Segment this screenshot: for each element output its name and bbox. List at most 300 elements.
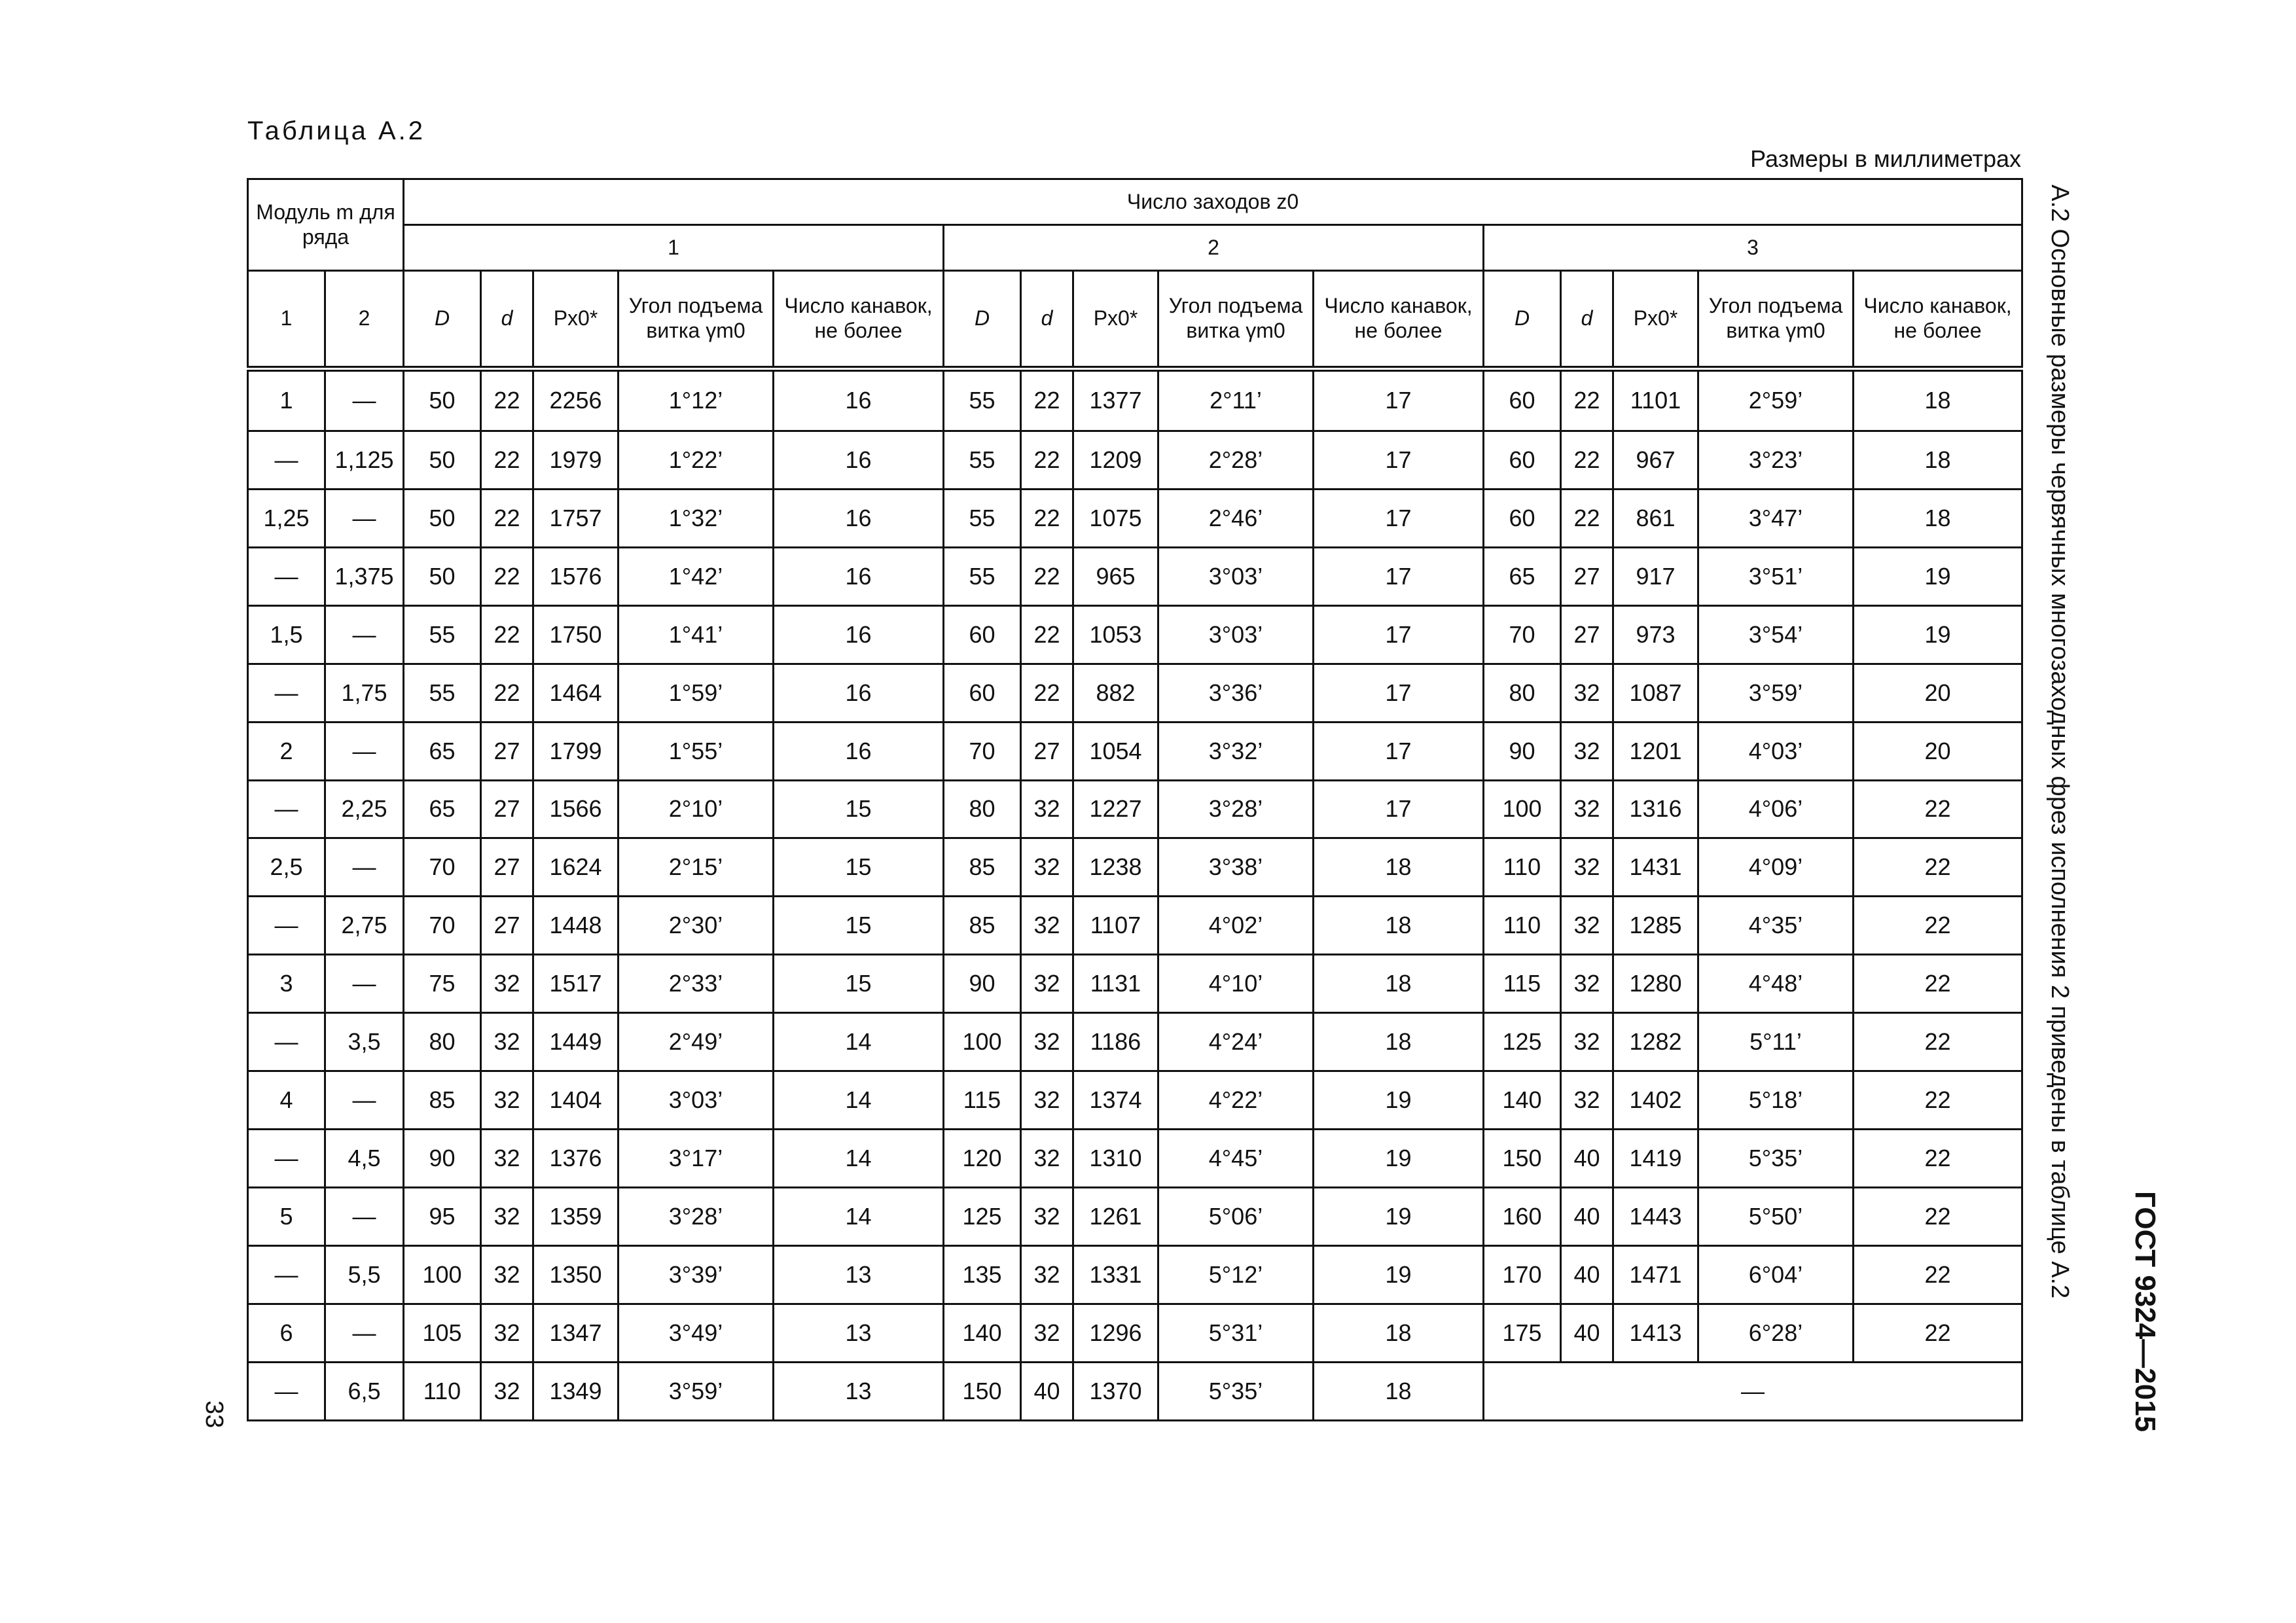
table-header (248, 179, 2022, 369)
table-cell: 27 (1561, 605, 1613, 664)
table-cell: 861 (1613, 489, 1698, 547)
table-cell: — (325, 1304, 404, 1362)
table-cell: 110 (404, 1362, 481, 1420)
table-cell: 16 (774, 722, 944, 780)
table-cell: 32 (1561, 897, 1613, 955)
table-cell: 32 (1021, 838, 1073, 897)
table-cell: 3°59’ (619, 1362, 774, 1420)
table-cell: 17 (1314, 489, 1484, 547)
table-cell: 1310 (1073, 1130, 1158, 1188)
col-bore-diameter: d (1021, 271, 1073, 369)
table-cell: 967 (1613, 431, 1698, 489)
table-cell: 1350 (533, 1246, 619, 1304)
table-cell: 3°28’ (619, 1188, 774, 1246)
starts-group-1: 1 (404, 225, 944, 271)
table-cell: 175 (1484, 1304, 1561, 1362)
table-cell: 5°35’ (1698, 1130, 1854, 1188)
table-cell: 15 (774, 955, 944, 1013)
table-cell: 40 (1561, 1304, 1613, 1362)
starts-group-3: 3 (1484, 225, 2022, 271)
table-cell: 32 (1021, 1013, 1073, 1071)
table-cell: 2256 (533, 369, 619, 431)
table-cell: 160 (1484, 1188, 1561, 1246)
table-cell: 18 (1314, 1304, 1484, 1362)
table-cell: 32 (1021, 1188, 1073, 1246)
row-col-2: 2 (325, 271, 404, 369)
table-cell: 4°09’ (1698, 838, 1854, 897)
table-cell: 22 (1854, 838, 2022, 897)
table-cell: 18 (1854, 369, 2022, 431)
table-cell: 18 (1314, 955, 1484, 1013)
table-cell: 2°30’ (619, 897, 774, 955)
table-cell: 965 (1073, 547, 1158, 605)
col-bore-diameter: d (481, 271, 533, 369)
table-cell: 4 (248, 1071, 325, 1130)
table-cell: 22 (1561, 431, 1613, 489)
table-cell: 4°24’ (1158, 1013, 1314, 1071)
table-cell: 32 (1561, 955, 1613, 1013)
table-cell: 4°45’ (1158, 1130, 1314, 1188)
table-row (248, 489, 2022, 547)
table-cell: 2°59’ (1698, 369, 1854, 431)
table-cell: 18 (1854, 489, 2022, 547)
table-title: Таблица А.2 (247, 116, 425, 145)
col-pitch: Px0* (533, 271, 619, 369)
table-cell: 32 (1021, 897, 1073, 955)
table-cell: 882 (1073, 664, 1158, 722)
table-cell: 1576 (533, 547, 619, 605)
table-cell: 32 (481, 1362, 533, 1420)
table-cell: 50 (404, 489, 481, 547)
table-cell: 1443 (1613, 1188, 1698, 1246)
table-cell: 27 (481, 780, 533, 838)
table-row (248, 547, 2022, 605)
table-cell: 1186 (1073, 1013, 1158, 1071)
table-cell: 1404 (533, 1071, 619, 1130)
table-cell: 2°28’ (1158, 431, 1314, 489)
table-cell: 2 (248, 722, 325, 780)
table-cell: 32 (1561, 780, 1613, 838)
table-cell: 32 (1021, 780, 1073, 838)
table-cell: 150 (1484, 1130, 1561, 1188)
table-cell: 32 (481, 1130, 533, 1188)
table-row (248, 1304, 2022, 1362)
table-cell: 917 (1613, 547, 1698, 605)
table-cell: 1 (248, 369, 325, 431)
table-cell: 1101 (1613, 369, 1698, 431)
table-cell: 17 (1314, 664, 1484, 722)
table-cell: 115 (1484, 955, 1561, 1013)
table-cell: 1464 (533, 664, 619, 722)
table-cell: 1282 (1613, 1013, 1698, 1071)
table-cell: 5°11’ (1698, 1013, 1854, 1071)
dimensions-table (247, 178, 2023, 1421)
table-cell: 80 (1484, 664, 1561, 722)
table-cell: 27 (481, 897, 533, 955)
table-cell: 70 (1484, 605, 1561, 664)
table-cell: 1°42’ (619, 547, 774, 605)
side-caption: А.2 Основные размеры червячных многозаходных фрез исполнения 2 приведены в таблице А.2 (2046, 185, 2073, 1299)
table-cell: 22 (1021, 605, 1073, 664)
table-cell: 22 (481, 431, 533, 489)
table-cell: 22 (481, 369, 533, 431)
table-cell: 85 (944, 838, 1021, 897)
table-cell: 1227 (1073, 780, 1158, 838)
table-cell: — (325, 605, 404, 664)
table-cell: 32 (1561, 664, 1613, 722)
page-number: 33 (200, 1400, 228, 1429)
table-cell: 4°22’ (1158, 1071, 1314, 1130)
table-cell: 15 (774, 780, 944, 838)
col-outer-diameter: D (944, 271, 1021, 369)
table-cell: 40 (1561, 1188, 1613, 1246)
table-cell: 140 (944, 1304, 1021, 1362)
table-cell: 115 (944, 1071, 1021, 1130)
table-cell: 5,5 (325, 1246, 404, 1304)
table-cell: 90 (1484, 722, 1561, 780)
col-pitch: Px0* (1073, 271, 1158, 369)
table-cell: 1261 (1073, 1188, 1158, 1246)
table-cell: 1,25 (248, 489, 325, 547)
table-cell: 1,75 (325, 664, 404, 722)
table-cell: 80 (944, 780, 1021, 838)
table-cell: 1054 (1073, 722, 1158, 780)
table-cell: 16 (774, 605, 944, 664)
table-cell: 32 (1021, 1071, 1073, 1130)
table-cell: 55 (404, 605, 481, 664)
table-cell: — (248, 431, 325, 489)
table-cell: — (248, 897, 325, 955)
table-cell: — (248, 1246, 325, 1304)
table-cell: 19 (1854, 547, 2022, 605)
table-cell: 22 (1561, 369, 1613, 431)
table-cell: 1566 (533, 780, 619, 838)
table-cell: 1347 (533, 1304, 619, 1362)
table-cell: 4°03’ (1698, 722, 1854, 780)
table-cell: 1316 (1613, 780, 1698, 838)
table-row (248, 722, 2022, 780)
table-cell: — (325, 838, 404, 897)
table-cell: 120 (944, 1130, 1021, 1188)
table-cell: 2°46’ (1158, 489, 1314, 547)
table-cell: 40 (1561, 1246, 1613, 1304)
table-cell: 100 (1484, 780, 1561, 838)
table-cell: 3°51’ (1698, 547, 1854, 605)
table-cell: 27 (1021, 722, 1073, 780)
col-outer-diameter: D (1484, 271, 1561, 369)
table-cell: 5°31’ (1158, 1304, 1314, 1362)
table-cell: 1419 (1613, 1130, 1698, 1188)
table-cell: 1757 (533, 489, 619, 547)
table-cell: 32 (481, 1188, 533, 1246)
table-row (248, 431, 2022, 489)
table-cell: 3°17’ (619, 1130, 774, 1188)
table-cell: 3°03’ (1158, 547, 1314, 605)
table-cell: 2°11’ (1158, 369, 1314, 431)
table-cell: 50 (404, 369, 481, 431)
table-cell: 1374 (1073, 1071, 1158, 1130)
table-cell: 27 (481, 722, 533, 780)
table-row (248, 780, 2022, 838)
table-cell: 4°06’ (1698, 780, 1854, 838)
table-cell: 1402 (1613, 1071, 1698, 1130)
table-cell: 1°59’ (619, 664, 774, 722)
table-cell: 135 (944, 1246, 1021, 1304)
table-cell: 5°12’ (1158, 1246, 1314, 1304)
table-cell: 55 (944, 489, 1021, 547)
table-cell: 22 (1854, 1304, 2022, 1362)
table-cell: 70 (944, 722, 1021, 780)
col-pitch: Px0* (1613, 271, 1698, 369)
table-cell: 13 (774, 1362, 944, 1420)
table-cell: 75 (404, 955, 481, 1013)
table-cell: 3°03’ (619, 1071, 774, 1130)
table-cell: 4°48’ (1698, 955, 1854, 1013)
table-cell: 70 (404, 838, 481, 897)
table-cell: 60 (944, 605, 1021, 664)
table-cell: 22 (1854, 1246, 2022, 1304)
table-cell: 22 (481, 547, 533, 605)
table-cell: 32 (1561, 1071, 1613, 1130)
table-cell: 22 (1854, 1188, 2022, 1246)
table-cell: 22 (1854, 1071, 2022, 1130)
table-cell: 22 (481, 489, 533, 547)
table-cell: 125 (1484, 1013, 1561, 1071)
table-cell: 32 (481, 1013, 533, 1071)
table-cell: 4°10’ (1158, 955, 1314, 1013)
table-cell: 3°36’ (1158, 664, 1314, 722)
table-cell: — (325, 955, 404, 1013)
table-cell: 19 (1314, 1188, 1484, 1246)
table-cell: 20 (1854, 664, 2022, 722)
col-grooves: Число канавок, не более (1314, 271, 1484, 369)
table-cell: 55 (944, 431, 1021, 489)
table-cell: 32 (1561, 838, 1613, 897)
table-cell: 32 (1021, 1304, 1073, 1362)
table-cell: 1°41’ (619, 605, 774, 664)
table-row (248, 605, 2022, 664)
table-cell: 4,5 (325, 1130, 404, 1188)
table-cell: 3°38’ (1158, 838, 1314, 897)
table-row (248, 1130, 2022, 1188)
table-cell: 1413 (1613, 1304, 1698, 1362)
table-cell: 1107 (1073, 897, 1158, 955)
table-cell: 1,375 (325, 547, 404, 605)
table-cell: 32 (1021, 955, 1073, 1013)
table-cell: 6°04’ (1698, 1246, 1854, 1304)
table-cell: 1471 (1613, 1246, 1698, 1304)
table-cell: 40 (1021, 1362, 1073, 1420)
table-cell: 32 (1021, 1246, 1073, 1304)
table-cell: 22 (1021, 664, 1073, 722)
table-cell: 1377 (1073, 369, 1158, 431)
table-cell: 6°28’ (1698, 1304, 1854, 1362)
table-cell: 32 (1021, 1130, 1073, 1188)
table-cell: 1,5 (248, 605, 325, 664)
table-cell: 1238 (1073, 838, 1158, 897)
table-cell: 17 (1314, 547, 1484, 605)
table-cell: 15 (774, 897, 944, 955)
starts-header: Число заходов z0 (404, 179, 2022, 225)
table-cell: 5°35’ (1158, 1362, 1314, 1420)
table-cell: — (325, 1188, 404, 1246)
table-cell: 3°32’ (1158, 722, 1314, 780)
table-cell: 22 (1854, 1013, 2022, 1071)
table-cell: 14 (774, 1130, 944, 1188)
table-cell: 22 (1854, 955, 2022, 1013)
document-code: ГОСТ 9324—2015 (2129, 1191, 2161, 1433)
table-cell: 60 (1484, 369, 1561, 431)
table-cell: 1,125 (325, 431, 404, 489)
table-cell: 85 (944, 897, 1021, 955)
table-cell: 65 (404, 722, 481, 780)
table-cell: 32 (481, 1304, 533, 1362)
table-cell: 3 (248, 955, 325, 1013)
table-cell: 100 (404, 1246, 481, 1304)
table-cell: 3°28’ (1158, 780, 1314, 838)
starts-group-2: 2 (944, 225, 1484, 271)
table-cell: 1624 (533, 838, 619, 897)
table-cell: — (248, 1362, 325, 1420)
table-row (248, 955, 2022, 1013)
table-cell: 1131 (1073, 955, 1158, 1013)
table-cell: — (325, 722, 404, 780)
table-cell: 1376 (533, 1130, 619, 1188)
table-cell: 125 (944, 1188, 1021, 1246)
table-cell: 14 (774, 1188, 944, 1246)
table-cell: 16 (774, 547, 944, 605)
table-cell: 18 (1314, 897, 1484, 955)
table-cell: 17 (1314, 722, 1484, 780)
table-cell: 1053 (1073, 605, 1158, 664)
table-cell: 140 (1484, 1071, 1561, 1130)
table-cell: 22 (1021, 369, 1073, 431)
table-cell: 60 (1484, 489, 1561, 547)
table-row (248, 664, 2022, 722)
table-cell: 973 (1613, 605, 1698, 664)
table-cell: 170 (1484, 1246, 1561, 1304)
table-cell: 13 (774, 1304, 944, 1362)
table-row (248, 897, 2022, 955)
table-row (248, 1071, 2022, 1130)
table-cell: 1449 (533, 1013, 619, 1071)
table-cell: — (248, 547, 325, 605)
table-cell: 18 (1314, 1362, 1484, 1420)
table-cell: 105 (404, 1304, 481, 1362)
col-grooves: Число канавок, не более (774, 271, 944, 369)
table-cell: 32 (481, 1246, 533, 1304)
col-bore-diameter: d (1561, 271, 1613, 369)
table-cell: 90 (944, 955, 1021, 1013)
table-cell: 19 (1314, 1246, 1484, 1304)
table-cell: 100 (944, 1013, 1021, 1071)
table-cell: 1087 (1613, 664, 1698, 722)
table-cell: 22 (1021, 431, 1073, 489)
table-cell: 18 (1314, 1013, 1484, 1071)
table-cell: 5 (248, 1188, 325, 1246)
table-cell: 65 (404, 780, 481, 838)
table-cell: 1296 (1073, 1304, 1158, 1362)
table-cell: 60 (1484, 431, 1561, 489)
table-cell: 2°15’ (619, 838, 774, 897)
table-cell: 1°32’ (619, 489, 774, 547)
table-cell: 3°39’ (619, 1246, 774, 1304)
table-cell: 20 (1854, 722, 2022, 780)
table-row (248, 1362, 2022, 1420)
table-cell: 16 (774, 369, 944, 431)
module-header: Модуль m для ряда (248, 179, 404, 271)
table-cell: 1750 (533, 605, 619, 664)
table-cell: 1285 (1613, 897, 1698, 955)
table-cell: 6,5 (325, 1362, 404, 1420)
table-cell: — (248, 1130, 325, 1188)
table-cell: 17 (1314, 780, 1484, 838)
col-lead-angle: Угол подъема витка γm0 (619, 271, 774, 369)
table-cell: 1°55’ (619, 722, 774, 780)
table-cell: 4°02’ (1158, 897, 1314, 955)
table-cell: 1075 (1073, 489, 1158, 547)
table-cell: 90 (404, 1130, 481, 1188)
table-cell: 40 (1561, 1130, 1613, 1188)
table-cell: 3°49’ (619, 1304, 774, 1362)
table-cell: 22 (481, 605, 533, 664)
table-body (248, 369, 2022, 1421)
table-cell: 4°35’ (1698, 897, 1854, 955)
table-cell: 32 (481, 955, 533, 1013)
table-cell: — (248, 1013, 325, 1071)
table-cell: — (248, 664, 325, 722)
table-cell: 17 (1314, 605, 1484, 664)
table-cell: 3°59’ (1698, 664, 1854, 722)
table-cell: 1209 (1073, 431, 1158, 489)
table-cell: 1979 (533, 431, 619, 489)
table-cell: 1331 (1073, 1246, 1158, 1304)
table-cell: 110 (1484, 838, 1561, 897)
table-row (248, 1013, 2022, 1071)
table-cell: 2,25 (325, 780, 404, 838)
table-cell: 70 (404, 897, 481, 955)
table-cell: 27 (481, 838, 533, 897)
table-cell: 2,75 (325, 897, 404, 955)
table-cell: 2,5 (248, 838, 325, 897)
table-cell: 22 (1854, 897, 2022, 955)
table-cell: 55 (944, 547, 1021, 605)
table-cell: 19 (1314, 1071, 1484, 1130)
table-cell: 1448 (533, 897, 619, 955)
table-cell: 65 (1484, 547, 1561, 605)
table-cell: 15 (774, 838, 944, 897)
table-cell: 110 (1484, 897, 1561, 955)
col-grooves: Число канавок, не более (1854, 271, 2022, 369)
table-cell: 5°18’ (1698, 1071, 1854, 1130)
table-cell: 1799 (533, 722, 619, 780)
table-cell: 27 (1561, 547, 1613, 605)
table-cell: 6 (248, 1304, 325, 1362)
table-row (248, 369, 2022, 431)
table-cell: 32 (481, 1071, 533, 1130)
table-cell: 1431 (1613, 838, 1698, 897)
table-cell: — (248, 780, 325, 838)
table-cell: — (325, 369, 404, 431)
table-row (248, 838, 2022, 897)
table-cell: 3°03’ (1158, 605, 1314, 664)
table-cell: 17 (1314, 431, 1484, 489)
table-cell: 14 (774, 1013, 944, 1071)
table-cell: 55 (944, 369, 1021, 431)
table-cell: 1359 (533, 1188, 619, 1246)
row-col-1: 1 (248, 271, 325, 369)
table-row (248, 1188, 2022, 1246)
